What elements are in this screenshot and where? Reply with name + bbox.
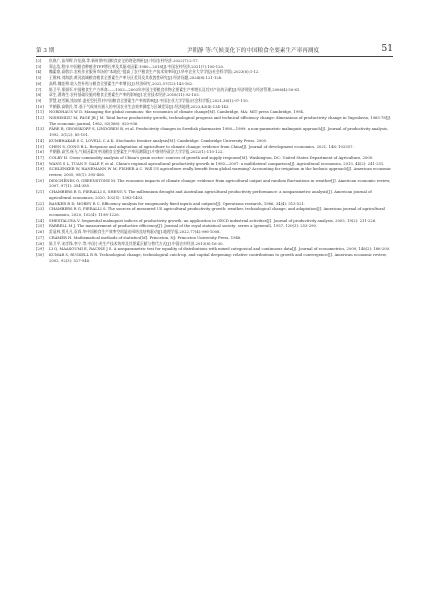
reference-number: [29] [36,247,44,252]
reference-text: NISHIMIZU M, PAGE JR J M. Total factor productivity growth, technological progress and technical efficiency change: dimensions of productivity change in Yugoslavia, 1965-78[J]. The economic journal, 1982, 92(368): 920-936. [49,116,392,126]
reference-number: [21] [36,190,44,195]
reference-text: 尹朝静,高雪,杨飞.气候因素对中国粮食全要素生产率再测算[J].中南财经政法大学学报,2022(1):110-122. [49,150,224,155]
reference-text: BANKER R D, MOREY R C. Efficiency analysis for exogenously fixed inputs and outputs[J]. Operations research, 1986, 34(4): 513-521. [49,201,306,206]
reference-text: 陈卫平,郑娟军.中国粮食生产力革命——1953—2003年中国主要粮食作物全要素生产率增长及其对产出的贡献[J].经济理论与经济管理,2006(4):50-61. [49,87,301,92]
reference-text: 王维林,刘海滨.黄河流域粮食粮食全要素生产率分区差异及其收敛性研究[J].经济问题,2024(8):121-128. [49,76,223,81]
reference-text: CHAMBERS R G, PIERALLI S, SHENG Y. The millennium drought and Australian agricultural productivity performance: a nonparametric analysis[J]. American journal of agricultural economics, 2020, 102(5): 1383-1403. [49,190,372,200]
reference-number: [22] [36,201,44,206]
reference-text: DESCHÊNES O, GREENSTONE M. The economic impacts of climate change: evidence from agricultural output and random fluctuations in weather[J]. American economic review, 2007, 97(1): 354-385. [49,178,391,189]
reference-number: [17] [36,155,44,160]
reference-number: [30] [36,252,44,257]
reference-item [36,190,393,201]
reference-text: CHEN S, GONG B L. Response and adaptation of agriculture to climate change: evidence from China[J]. Journal of development economics, 2021, 148: 102557. [49,144,354,149]
reference-number: [3] [36,64,42,69]
reference-text: 罗慧,赵雪颖,钱加荣.委托型托管对中国粮食全要素生产率的影响[J].中国农业大学学报(社会科学版),2021,38(1):97-110. [49,98,249,103]
reference-text: CHAMBERS R G, PIERALLI S. The sources of measured US agricultural productivity growth: weather, technological change, and adaptation[J]. American journal of agricultural economics, 2020, 102(4): 1198-1226. [49,207,385,217]
reference-number: [6] [36,81,42,86]
reference-number: [12] [36,116,44,121]
reference-number: [10] [36,104,44,109]
reference-text: COLBY H. Cross-commodity analysis of China's grain sector: sources of growth and supply response[M]. Washington, DC: United States Department of Agriculture, 2000. [49,155,374,160]
reference-number: [2] [36,59,42,63]
reference-text: SHESTALOVA V. Sequential malmquist indices of productivity growth: an application to OECD industrial activities[J]. Journal of productivity analysis, 2003, 19(2): 211-226. [49,218,377,223]
reference-list [36,59,393,264]
reference-text: 尹朝静,高敬民,等.基于气候效应嵌入的中国农业生态效率测度与区域差异[J].经济地理,2023,43(4):134-143. [49,104,230,109]
reference-text: 章生,曹海生.农村基础设施对粮食全要素生产率的影响[J].农业技术经济,2018(11):92-103. [49,93,200,98]
reference-text: FARRELL M J. The measurement of productive efficiency[J]. Journal of the royal statistical society: series a (general), 1957, 120(3): 253-290. [49,224,318,229]
reference-text: KUMBHAKAR S C, LOVELL C A K. Stochastic frontier analysis[M]. Cambridge: Cambridge University Press, 2000. [49,138,268,143]
reference-number: [9] [36,98,42,103]
reference-number: [24] [36,218,44,223]
reference-text: SCHLENKER W, HANEMANN W M, FISHER A C. Will US agriculture really benefit from global warming? Accounting for irrigation in the hedonic approach[J]. American economic review, 2005, 95(1): 395-406. [49,167,392,178]
reference-item [36,167,393,178]
reference-text: NORDHAUS W D. Managing the global commons: the economics of climate change[M]. Cambridge, MA: MIT press Cambridge, 1994. [49,110,305,115]
reference-text: CRAMÉR H. Mathematical methods of statistics[M]. Princeton, NJ: Princeton University Press, 1946. [49,235,242,240]
reference-text: 仇焕广,苗翠畔,许佳漪,等.新时期中国粮食安全的理论辨析[J].中国农村经济,2022(7):2-17. [49,59,199,63]
reference-text: FÄRE R, GROSSKOPF S, LINDGREN B, et al. Productivity changes in Swedish pharmacies 1980—1989: a non-parametric malmquist approach[J]. Journal of productivity analysis, 1992, 3(1/2): 85-101. [49,127,389,138]
reference-item [36,253,393,264]
reference-number: [27] [36,235,44,240]
reference-number: [26] [36,230,44,235]
reference-text: KUMAR S, RUSSELL R R. Technological change, technological catch-up, and capital deepening: relative contributions to growth and convergence[J]. American economic review, 2002, 92(3): 527-548. [49,252,387,263]
reference-number: [11] [36,110,44,115]
reference-item [36,207,393,218]
reference-number: [23] [36,207,44,212]
running-title: 尹朝静 等:气候变化下的中国粮食全要素生产率再测度 [186,48,320,54]
reference-text: 魏素豪,高敬宗.农机作业服务市场的“本地化”提高了农户粮食生产技术效率吗[J].华中农业大学学报(社会科学版),2023(6):1-12. [49,70,260,75]
running-header [36,40,393,57]
reference-number: [25] [36,224,44,229]
reference-number: [14] [36,138,44,143]
reference-text: 高鸣,魏佳朔.收入性补贴与粮食全要素生产率增长[J].经济研究,2022,57(12):143-162. [49,81,194,86]
reference-number: [8] [36,93,42,98]
reference-number: [20] [36,178,44,183]
reference-number: [13] [36,127,44,132]
reference-number: [4] [36,70,42,75]
reference-item [36,127,393,138]
reference-text: 郑志浩,程申.中国粮食种植业TFP增长率及其驱动因素:1980—2018[J].中国农村经济,2021(7):100-120. [49,64,225,69]
reference-number: [5] [36,76,42,81]
reference-item [36,116,393,127]
reference-item [36,179,393,190]
reference-number: [28] [36,241,44,246]
reference-number: [15] [36,144,44,149]
reference-number: [19] [36,167,44,172]
page-number: 51 [381,44,393,54]
reference-text: LI Q, MAASOUMI E, RACINE J S. A nonparametric test for equality of distributions with mixed categorical and continuous data[J]. Journal of econometrics, 2009, 148(2): 186-200. [49,247,391,252]
issue-label: 第 3 期 [36,48,55,54]
reference-number: [7] [36,87,42,92]
reference-text: WANG S L, TUAN F, GALE F, et al. China's regional agricultural productivity growth in 1985—2007: a multilateral comparison[J]. Agricultural economics, 2013, 44(2): 241-251. [49,161,385,166]
reference-number: [16] [36,150,44,155]
reference-number: [18] [36,161,44,166]
reference-text: 陈卫平,宋彦锋,李宁,等.中国小麦生产技术效率及其要素贡献与替代方式[J].中国农村经济,2013(8):16-30. [49,241,224,246]
reference-text: 雷显林,贾凡凡,袁尚.华中国粮食生产效率空间溢出网络及结构驱动[J].地理学报,2022,77(4):996-1008. [49,230,221,235]
